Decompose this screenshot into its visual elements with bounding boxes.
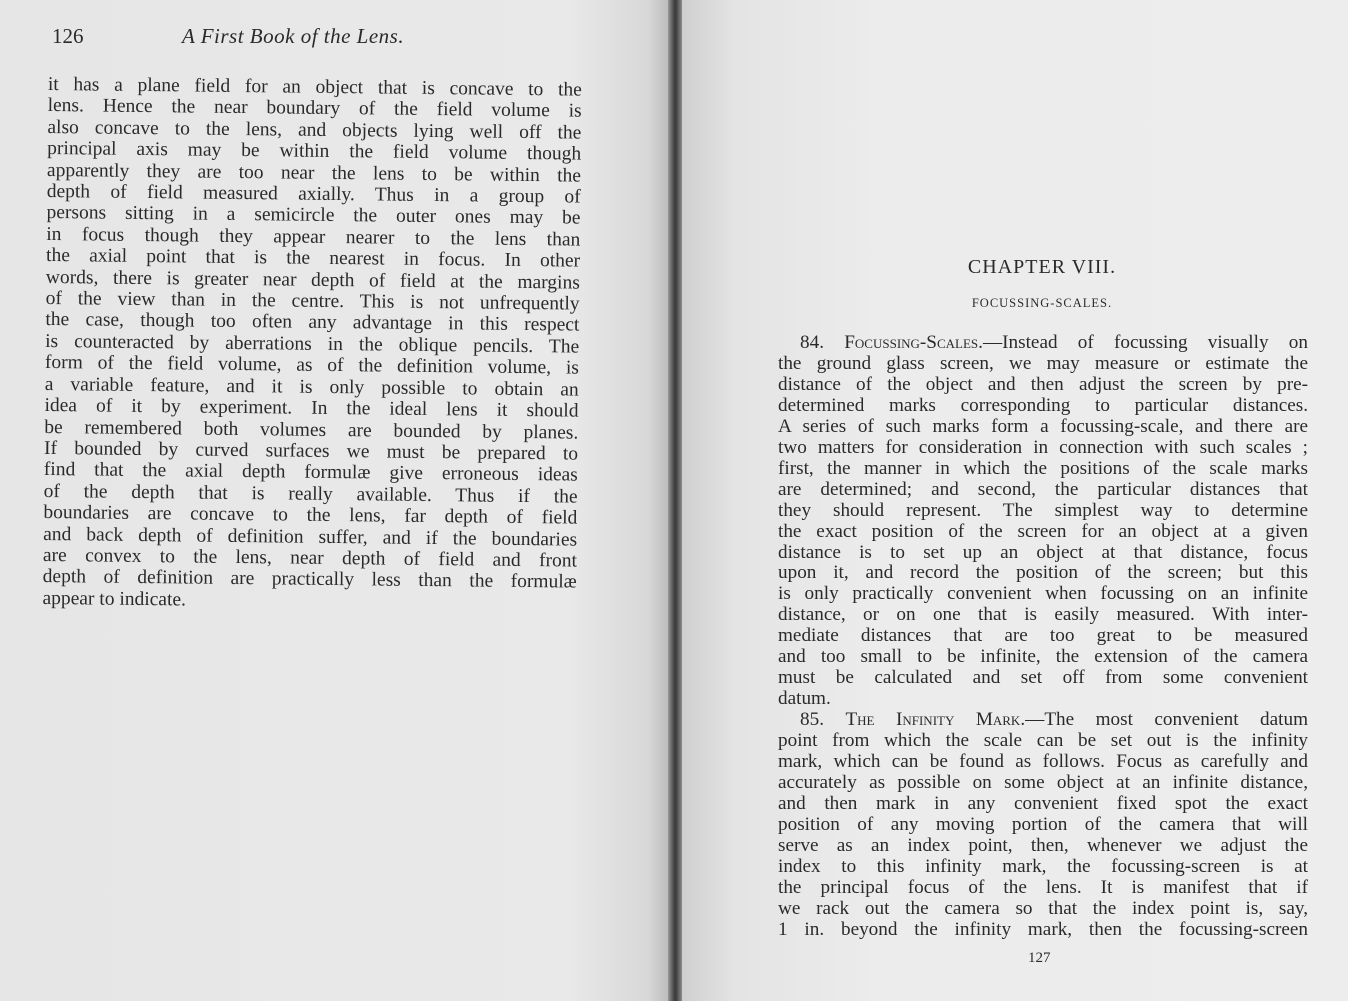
text-line: form of the field volume, as of the definition volume, is [44,352,580,379]
text-line: boundaries are concave to the lens, far depth of field [43,502,578,529]
text-line: and too small to be infinite, the extension of the camera [778,646,1308,668]
paragraph-85-number: 85. [800,709,824,731]
running-head [52,24,592,49]
text-line: the exact position of the screen for an object at a given [778,520,1308,542]
text-line: is only practically convenient when focussing on an infinite [778,583,1308,605]
text-line: and back depth of definition suffer, and if the boundaries [43,523,578,551]
text-line: index to this infinity mark, the focussing-screen is at [778,855,1308,877]
text-line: first, the manner in which the positions of the scale marks [778,457,1308,479]
text-line: be remembered both volumes are bounded by planes. [44,416,579,444]
text-line: distance, or on one that is easily measured. With inter- [778,604,1308,626]
text-line: of the depth that is really available. Thus if the [43,480,578,508]
text-line: must be calculated and set off from some convenient [778,667,1308,689]
paragraph-84-number: 84. [800,332,824,353]
paragraph-85-lines [778,731,1308,941]
text-line: determined marks corresponding to particular distances. [778,394,1308,416]
text-line: serve as an index point, then, whenever we adjust the [778,834,1308,856]
text-line: appear to indicate. [42,587,187,611]
text-line: the case, though too often any advantage in this respect [45,309,580,337]
text-line: persons sitting in a semicircle the outer ones may be [46,202,581,230]
text-line: the principal focus of the lens. It is manifest that if [778,876,1308,898]
text-line: depth of definition are practically less than the formulæ [42,566,577,593]
text-line: position of any moving portion of the camera that will [778,813,1308,835]
paragraph-85-heading: The Infinity Mark. [845,709,1026,731]
text-line: are determined; and second, the particular distances that [778,478,1308,500]
section-heading: FOCUSSING-SCALES. [971,296,1113,310]
text-line: two matters for consideration in connection with such scales ; [778,436,1308,458]
left-page [0,0,668,1001]
chapter-heading: CHAPTER VIII. [967,256,1117,278]
text-line: the ground glass screen, we may measure or estimate the [778,352,1308,374]
text-line: lens. Hence the near boundary of the field volume is [47,95,582,122]
text-line: is counteracted by aberrations in the oblique pencils. The [45,330,580,358]
paragraph-84 [778,333,1308,710]
paragraph-85-first-line [778,710,1308,731]
paragraph-85-first-line-text: —The most convenient datum [1025,709,1308,731]
text-line: in focus though they appear nearer to the lens than [46,223,581,251]
text-line: apparently they are too near the lens to be within the [46,159,582,187]
running-title: A First Book of the Lens. [182,24,405,48]
paragraph-85 [778,710,1308,940]
text-line: mark, which can be found as follows. Focus as carefully and [778,751,1308,773]
text-line: they should represent. The simplest way to determine [778,499,1308,521]
book-gutter [668,0,682,1001]
right-page-number: 127 [1028,950,1051,966]
text-line: of the view than in the centre. This is not unfrequently [45,288,580,315]
text-line: the axial point that is the nearest in focus. In other [45,245,581,272]
text-line: a variable feature, and it is only possible to obtain an [44,373,579,401]
text-line: accurately as possible on some object at an infinite distance, [778,772,1308,794]
right-page-text [778,333,1308,941]
text-line: distance is to set up an object at that distance, focus [778,541,1308,563]
text-line: datum. [778,688,831,710]
paragraph-84-lines [778,354,1308,710]
text-line: idea of it by experiment. In the ideal lens it should [44,395,579,422]
text-line: words, there is greater near depth of field at the margins [45,266,580,294]
text-line: we rack out the camera so that the index point is, say, [778,897,1308,919]
text-line: principal axis may be within the field volume though [47,138,582,165]
text-line: also concave to the lens, and objects lying well off the [47,116,582,144]
text-line: A series of such marks form a focussing-scale, and there are [778,415,1308,437]
left-page-text [42,74,582,615]
text-line: are convex to the lens, near depth of field and front [42,544,578,572]
text-line: it has a plane field for an object that is concave to the [47,74,582,101]
text-line: 1 in. beyond the infinity mark, then the focussing-screen [778,918,1308,940]
paragraph-84-heading: Focussing-Scales. [844,332,983,353]
text-line: find that the axial depth formulæ give erroneous ideas [43,459,578,486]
text-line: point from which the scale can be set out is the infinity [778,730,1308,752]
paragraph-84-first-line-text: —Instead of focussing visually on [982,332,1308,353]
text-line: mediate distances that are too great to be measured [778,625,1308,647]
left-page-number: 126 [52,24,84,48]
paragraph-84-first-line [778,333,1308,354]
text-line: and then mark in any convenient fixed spot the exact [778,792,1308,814]
text-line: upon it, and record the position of the screen; but this [778,562,1308,584]
text-line: depth of field measured axially. Thus in a group of [46,181,581,208]
text-line: distance of the object and then adjust the screen by pre- [778,373,1308,395]
text-line: If bounded by curved surfaces we must be prepared to [43,437,579,465]
